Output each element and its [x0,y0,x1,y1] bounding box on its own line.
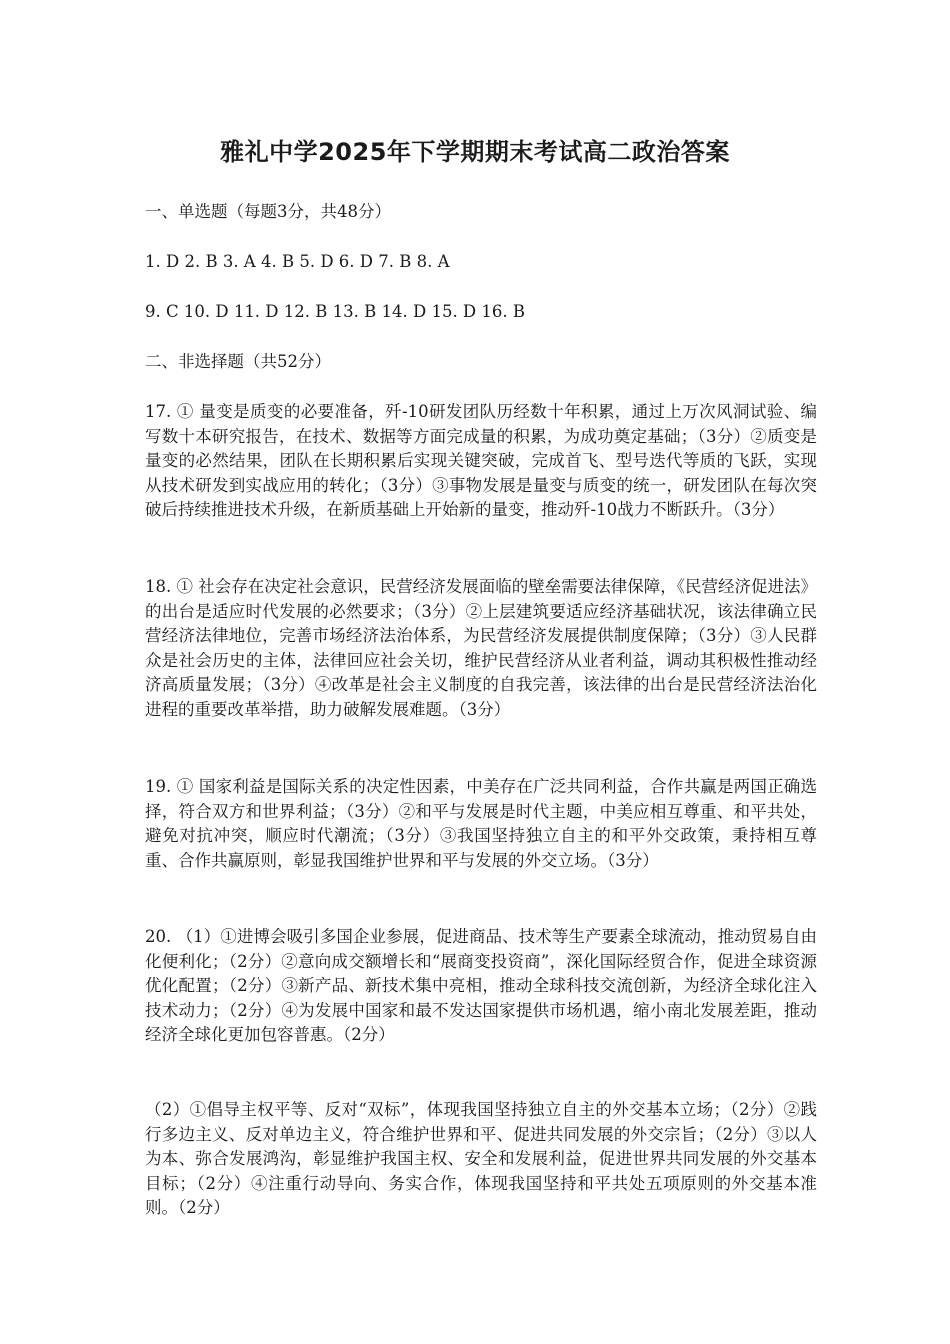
section-heading-non-choice: 二、非选择题（共52分） [145,352,331,371]
answer-question-20-part-2: （2）①倡导主权平等、反对“双标”，体现我国坚持独立自主的外交基本立场；（2分）②践行多边主义、反对单边主义，符合维护世界和平、促进共同发展的外交宗旨；（2分）③以人为本、弥合发展鸿沟，彰显维护我国主权、安全和发展利益，促进世界共同发展的外交基本目标；（2分）④注重行动导向、务实合作，体现我国坚持和平共处五项原则的外交基本准则。（2分） [145,1100,817,1217]
answer-key-row-2: 9. C 10. D 11. D 12. B 13. B 14. D 15. D 16. B [145,302,526,321]
section-heading-multiple-choice: 一、单选题（每题3分，共48分） [145,202,391,221]
answer-key-row-1: 1. D 2. B 3. A 4. B 5. D 6. D 7. B 8. A [145,252,450,271]
page-title: 雅礼中学2025年下学期期末考试高二政治答案 [220,138,730,166]
answer-question-20-part-1: 20. （1）①进博会吸引多国企业参展，促进商品、技术等生产要素全球流动，推动贸易自由化便利化；（2分）②意向成交额增长和“展商变投资商”，深化国际经贸合作，促进全球资源优化配置；（2分）③新产品、新技术集中亮相，推动全球科技交流创新，为经济全球化注入技术动力；（2分）④为发展中国家和最不发达国家提供市场机遇，缩小南北发展差距，推动经济全球化更加包容普惠。（2分） [145,927,817,1044]
answer-question-19: 19. ① 国家利益是国际关系的决定性因素，中美存在广泛共同利益，合作共赢是两国正确选择，符合双方和世界利益；（3分）②和平与发展是时代主题，中美应相互尊重、和平共处，避免对抗冲突，顺应时代潮流；（3分）③我国坚持独立自主的和平外交政策，秉持相互尊重、合作共赢原则，彰显我国维护世界和平与发展的外交立场。（3分） [145,777,817,870]
answer-question-18: 18. ① 社会存在决定社会意识，民营经济发展面临的壁垒需要法律保障，《民营经济促进法》的出台是适应时代发展的必然要求；（3分）②上层建筑要适应经济基础状况，该法律确立民营经济法律地位，完善市场经济法治体系，为民营经济发展提供制度保障；（3分）③人民群众是社会历史的主体，法律回应社会关切，维护民营经济从业者利益，调动其积极性推动经济高质量发展；（3分）④改革是社会主义制度的自我完善，该法律的出台是民营经济法治化进程的重要改革举措，助力破解发展难题。（3分） [145,577,817,719]
answer-question-17: 17. ① 量变是质变的必要准备，歼-10研发团队历经数十年积累，通过上万次风洞试验、编写数十本研究报告，在技术、数据等方面完成量的积累，为成功奠定基础；（3分）②质变是量变的必然结果，团队在长期积累后实现关键突破，完成首飞、型号迭代等质的飞跃，实现从技术研发到实战应用的转化；（3分）③事物发展是量变与质变的统一，研发团队在每次突破后持续推进技术升级，在新质基础上开始新的量变，推动歼-10战力不断跃升。（3分） [145,402,817,519]
